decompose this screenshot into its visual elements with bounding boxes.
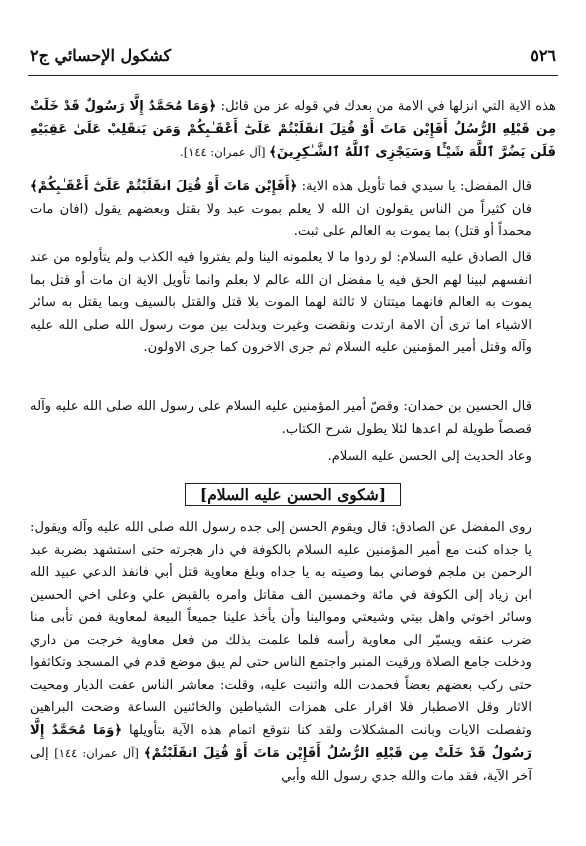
page-number: ٥٢٦	[530, 46, 556, 65]
paragraph-text: قال الصادق عليه السلام: لو ردوا ما لا يعلمونه الينا ولم يفتروا فيه الكذب ولم يتأولوه من عند انفسهم لبينا لهم الحق فيه يا مفضل ان الله عالم لا بعلم وانما تأويل الاية ان مات أو قتل بما يموت به العالم فانهما ميتتان لا ثالثة لهما الموت بلا قتل والقتل بالسيف وبما يقتل به سائر الاشياء اما ترى أن الامة ارتدت ونقضت وغيرت وبدلت بين موت رسول الله صلى الله عليه وآله وقتل أمير المؤمنين عليه السلام ثم جرى الاخرون كما جرى الاولون.	[30, 250, 532, 355]
verse-reference: [آل عمران: ١٤٤].	[180, 145, 270, 159]
paragraph-text: هذه الاية التي انزلها في الامة من بعدك في قوله عز من قائل:	[216, 99, 556, 114]
paragraph-hasan-complaint	[30, 517, 556, 788]
paragraph-sadiq-answer	[30, 247, 556, 360]
paragraph-verse-intro	[30, 96, 556, 165]
paragraph-text: قال المفضل: يا سيدي فما تأويل هذه الاية:	[297, 179, 532, 194]
paragraph-return-to-hasan	[30, 446, 556, 469]
paragraph-text: وعاد الحديث إلى الحسن عليه السلام.	[327, 449, 532, 464]
paragraph-text: إلى آخر الآية، فقد مات والله جدي رسول الله وأبي	[30, 746, 532, 784]
page-header	[30, 46, 556, 72]
paragraph-text: روى المفضل عن الصادق: قال ويقوم الحسن إلى جده رسول الله صلى الله عليه وآله ويقول: يا جداه كنت مع أمير المؤمنين عليه السلام بالكوفة في دار هجرته حتى استشهد بضربة عبد الرحمن بن ملجم فوصاني بما وصيته به يا جداه وبلغ معاوية قتل أبي فانفذ الدعي عبيد الله ابن زياد إلى الكوفة في مائة وخمسين الف مقاتل وامره بالقبض علي وعلى اخي الحسين وسائر اخوتي واهل بيتي وشيعتي وموالينا وأن يأخذ علينا جميعاً البيعة لمعاوية فمن تأبى منا ضرب عنقه ويسيّر الى معاوية رأسه فلما علمت بذلك من فعل معاوية خرجت من داري ودخلت جامع الصلاة ورقيت المنبر واجتمع الناس حتى لم يبق موضع قدم في المسجد وتكاثفوا حتى ركب بعضهم بعضاً فحمدت الله واثنيت عليه، وقلت: معاشر الناس عفت الديار ومحيت الاثار وقل الاصطبار فلا اقرار على همزات الشياطين والخائنين الساعة وضحت البراهين وتفصلت الايات وبانت المشكلات ولقد كنا نتوقع اتمام هذه الآية بتأويلها	[30, 520, 532, 738]
quran-verse: ﴿وَمَا مُحَمَّدٌ إِلَّا رَسُولٌ قَدْ خَلَتْ مِن قَبْلِهِ الرُّسُلُ أَفَإِيْن مَاتَ أَوْ قُتِلَ انقَلَبْتُمْ عَلَىٰٓ أَعْقَـٰبِكُمْ وَمَن يَنقَلِبْ عَلَىٰ عَقِبَيْهِ فَلَن يَضُرَّ ٱللَّهَ شَيْـًٔا وَسَيَجْزِى ٱللَّهُ ٱلشَّـٰكِرِينَ﴾	[30, 99, 556, 160]
paragraph-mufaddal-question	[30, 176, 556, 244]
quran-verse: ﴿وَمَا مُحَمَّدٌ إِلَّا رَسُولٌ قَدْ خَلَتْ مِن قَبْلِهِ الرُّسُلُ أَفَإِيْن مَاتَ أَوْ قُتِلَ انقَلَبْتُمْ﴾	[30, 722, 532, 761]
running-title: كشكول الإحسائي ج٢	[30, 46, 172, 65]
quran-verse: ﴿أَفَإِيْن مَاتَ أَوْ قُتِلَ انقَلَبْتُمْ عَلَىٰٓ أَعْقَـٰبِكُمْ﴾	[30, 179, 298, 194]
paragraph-text: فان كثيراً من الناس يقولون ان الله لا يعلم بموت عبد ولا بقتل وبعضهم يقول (افان مات محمداً أو قتل) بما يموت به العالم على ثبت.	[30, 201, 532, 239]
paragraph-husayn-ibn-hamdan	[30, 396, 556, 441]
paragraph-text: قال الحسين بن حمدان: وقصّ أمير المؤمنين عليه السلام على رسول الله صلى الله عليه وآله قصصاً طويلة لم اعدها لئلا يطول شرح الكتاب.	[30, 399, 532, 437]
section-title: [شكوى الحسن عليه السلام]	[185, 483, 401, 506]
section-heading	[0, 483, 586, 506]
header-divider	[28, 75, 558, 76]
verse-reference: [آل عمران: ١٤٤]	[54, 746, 144, 760]
